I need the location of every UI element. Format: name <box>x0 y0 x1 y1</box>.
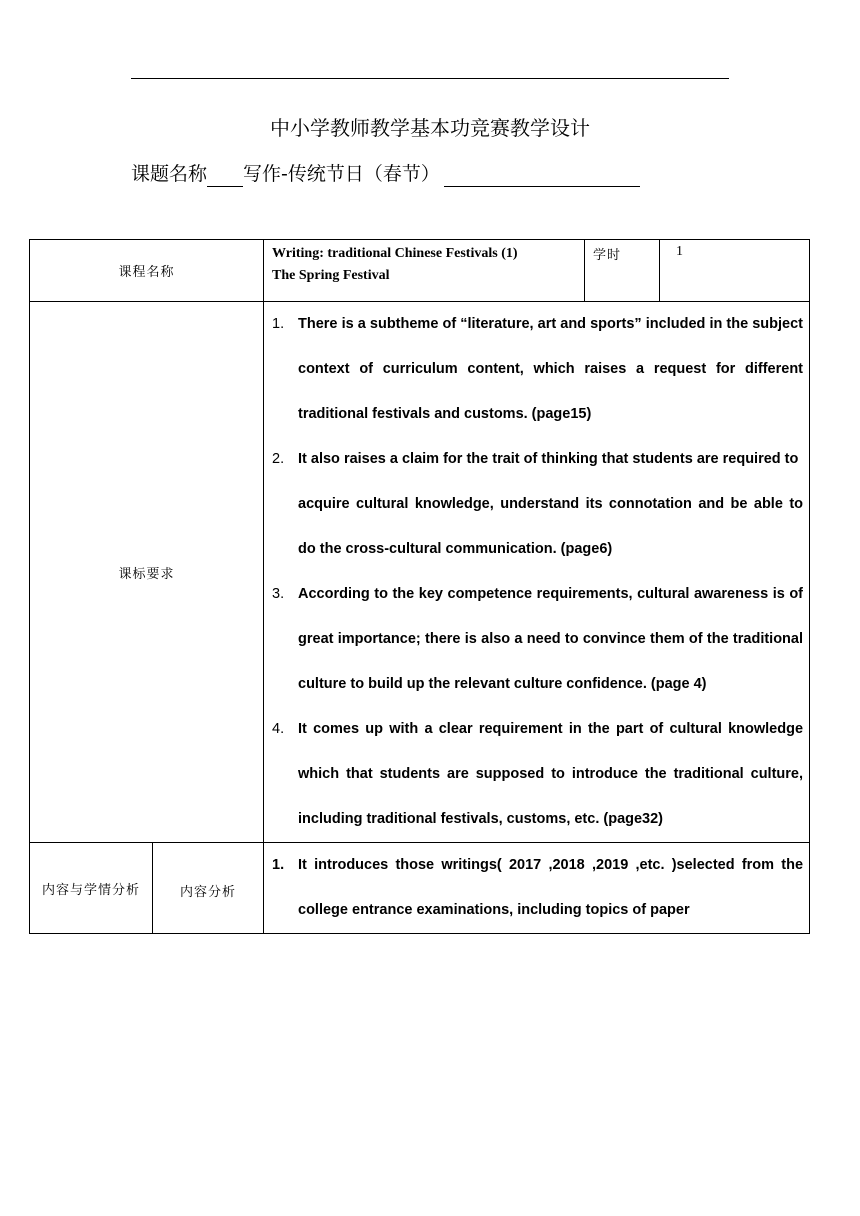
standards-cell <box>264 302 810 843</box>
standards-label: 课标要求 <box>118 566 175 582</box>
standard-text: According to the key competence requirements, cultural awareness is of great importance; there is also a need to convince them of the traditional culture to build up the relevant culture confidence. (page 4) <box>298 586 804 692</box>
analysis-text: It introduces those writings( 2017 ,2018 ,2019 ,etc. )selected from the college entrance examinations, including topics of paper <box>298 857 804 918</box>
analysis-label: 内容与学情分析 <box>41 882 140 898</box>
standard-text: There is a subtheme of “literature, art and sports” included in the subject context of curriculum content, which raises a request for different traditional festivals and customs. (page15) <box>298 316 804 422</box>
hours-label: 学时 <box>593 248 622 263</box>
standard-item-4 <box>270 707 803 842</box>
header-rule <box>131 78 729 79</box>
content-analysis-label: 内容分析 <box>180 885 237 900</box>
course-name-label: 课程名称 <box>118 265 175 280</box>
standard-number: 1. <box>272 316 285 332</box>
standard-number: 4. <box>272 721 285 737</box>
topic-value: 写作-传统节日（春节） <box>243 163 440 185</box>
course-name-cell <box>264 240 585 302</box>
standard-item-2 <box>270 437 803 572</box>
topic-line <box>131 159 640 187</box>
content-analysis-cell <box>264 843 810 934</box>
hours-value: 1 <box>676 244 684 259</box>
course-name-label-cell <box>30 240 264 302</box>
standards-list <box>270 302 803 842</box>
document-title: 中小学教师教学基本功竞赛教学设计 <box>270 116 590 140</box>
course-name-line1: Writing: traditional Chinese Festivals (1) <box>272 246 518 261</box>
hours-value-cell <box>660 240 810 302</box>
content-analysis-item-1 <box>270 843 803 933</box>
standard-item-3 <box>270 572 803 707</box>
topic-underline-lead <box>207 163 243 187</box>
course-name-line2: The Spring Festival <box>272 268 390 283</box>
topic-underline-trail <box>444 163 640 187</box>
analysis-number: 1. <box>272 857 285 873</box>
standard-number: 3. <box>272 586 285 602</box>
topic-label: 课题名称 <box>131 163 208 185</box>
standard-text: It also raises a claim for the trait of thinking that students are required to <box>298 451 799 467</box>
hours-label-cell <box>585 240 660 302</box>
analysis-label-cell <box>30 843 153 934</box>
standard-text: It comes up with a clear requirement in the part of cultural knowledge which that students are supposed to introduce the traditional culture, including traditional festivals, customs, etc. (page32) <box>298 721 804 827</box>
content-analysis-list <box>270 843 803 933</box>
standard-number: 2. <box>272 451 285 467</box>
standards-label-cell <box>30 302 264 843</box>
standard-text-continued: acquire cultural knowledge, understand its connotation and be able to do the cross-cultural communication. (page6) <box>298 496 804 557</box>
standard-item-1 <box>270 302 803 437</box>
content-analysis-label-cell <box>153 843 264 934</box>
lesson-design-table <box>29 239 810 934</box>
